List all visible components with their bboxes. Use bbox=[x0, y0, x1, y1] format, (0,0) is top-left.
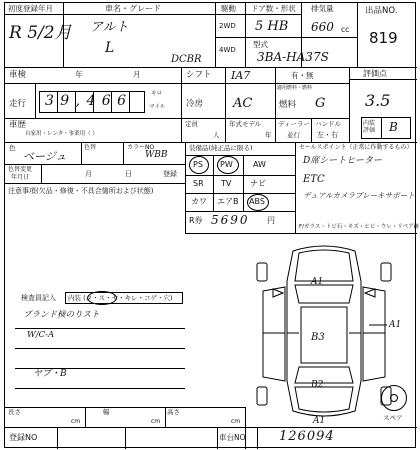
equip-pw: PW bbox=[220, 160, 233, 169]
drive-4wd: 4WD bbox=[219, 46, 236, 54]
equip-airbag: エアB bbox=[217, 197, 239, 206]
diagram-mark-a1-side: A1 bbox=[389, 320, 402, 330]
engine-unit: cc bbox=[341, 25, 350, 34]
car-diagram bbox=[249, 241, 402, 421]
equip-abs: ABS bbox=[249, 197, 265, 206]
model-year-unit: 年 bbox=[265, 131, 272, 139]
color-orig-label: 色替 bbox=[84, 144, 97, 151]
reg-no-label: 登録NO bbox=[9, 433, 38, 442]
capacity-label: 定員 bbox=[185, 120, 198, 128]
color-no-value: WBB bbox=[145, 150, 168, 160]
first-reg-value: R 5/2月 bbox=[9, 23, 72, 43]
inspector-note-2: W/C-A bbox=[27, 330, 55, 340]
color-change-day-label: 日 bbox=[125, 170, 132, 178]
capacity-unit: 人 bbox=[213, 131, 220, 139]
inspector-options: 内装 (タ・ス・ヤ・キレ・コゲ・穴) bbox=[68, 294, 173, 302]
equip-abs-circled bbox=[247, 194, 269, 211]
equip-leather: カワ bbox=[191, 197, 207, 206]
row-divider bbox=[5, 118, 349, 119]
color-label: 色 bbox=[9, 144, 16, 152]
length-unit: cm bbox=[71, 418, 81, 425]
width-unit: cm bbox=[151, 418, 161, 425]
chassis-label: 車台NO bbox=[219, 433, 246, 442]
height-label: 高さ bbox=[167, 408, 180, 416]
shift-label: シフト bbox=[186, 70, 212, 80]
row-divider bbox=[5, 183, 185, 184]
diagram-mark-b3: B3 bbox=[311, 332, 325, 343]
engine-label: 排気量 bbox=[311, 4, 334, 13]
history-label: 車歴 bbox=[9, 120, 27, 130]
type-value: 3BA-HA37S bbox=[257, 50, 329, 64]
row-divider bbox=[215, 37, 357, 38]
history-options: 自家用・レンタ・事業用（ ） bbox=[25, 131, 98, 137]
first-reg-label: 初度登録年月 bbox=[8, 4, 53, 13]
aircon-value: AC bbox=[233, 96, 253, 111]
aircon-label: 冷房 bbox=[186, 99, 204, 109]
col-divider bbox=[275, 67, 276, 83]
notes-title: 注意事項(欠品・修復・不具合箇所および状態) bbox=[8, 187, 154, 195]
col-divider bbox=[215, 3, 216, 67]
color-change-registered-label: 登録 bbox=[163, 170, 177, 178]
type-label: 型式 bbox=[253, 40, 268, 49]
doors-value: 5 HB bbox=[255, 19, 289, 34]
equip-tv: TV bbox=[221, 179, 232, 188]
row-divider bbox=[5, 407, 245, 408]
equip-ps-circled bbox=[189, 156, 209, 174]
fuel-small-label: 適用燃料・燃料 bbox=[277, 85, 313, 91]
inspector-title: 検査員記入 bbox=[21, 294, 56, 302]
inspector-note-1: ブランド検のりスト bbox=[23, 310, 100, 320]
header-divider bbox=[5, 14, 301, 15]
row-divider bbox=[5, 164, 185, 165]
col-divider bbox=[295, 142, 296, 233]
recycle-label: R券 bbox=[189, 216, 203, 225]
auction-sheet: 初度登録年月 R 5/2月 車名・グレード アルト L DCBR 駆動 2WD ・ 4WD ドア数・形状 5 HB 排気量 660 cc 型式 3BA-HA37S 出品NO. 819 車検 年 月 シフト IA7 有・無 評価点 3.5 走行 39,466 キロ マイル 冷房 AC 適用燃料・燃料 燃料 G 内装評価 B 車歴 自家用・レンタ・事業用（ ） 定員 人 年式モデル 年 ディーラー 並行 ハンドル 左・右 色 ベージュ 色替 カラーNO WBB 色替変更 年月日 月 日 登録 注意事項(欠品・修復・不具合箇所および状態) 装備品(純正品に限る) PS PW AW SR TV ナビ カワ エアB ABS R券 5690 円 セールスポイント（正常に作動するもの） D席シートヒーター ETC デュアルカメラブレーキサポート F/ガラス・トビ石・キズ・ヒビ・ウレ・リペア跡 検査員記入 内装 (タ・ス・ヤ・キレ・コゲ・穴) ブランド検のりスト W/C-A ヤブ・B A1 B3 A1 B2 A1 スペア 長さ cm 幅 cm 高さ cm 登録NO 車台NO 126094 bbox=[4, 2, 416, 448]
equip-ps: PS bbox=[193, 160, 203, 169]
col-divider bbox=[181, 67, 182, 118]
color-value: ベージュ bbox=[23, 150, 67, 163]
dealer-label: ディーラー bbox=[278, 120, 310, 128]
sales-line-2: ETC bbox=[303, 174, 325, 185]
shift-value: IA7 bbox=[231, 69, 251, 82]
row-divider bbox=[5, 67, 417, 68]
mile-unit: マイル bbox=[149, 104, 166, 110]
height-unit: cm bbox=[231, 418, 241, 425]
recycle-value: 5690 bbox=[211, 213, 250, 227]
sales-title: セールスポイント（正常に作動するもの） bbox=[299, 144, 413, 151]
color-change-month-label: 月 bbox=[85, 170, 92, 178]
handle-label: ハンドル bbox=[315, 120, 341, 128]
interior-value: B bbox=[389, 120, 398, 134]
width-label: 幅 bbox=[103, 408, 110, 416]
drive-2wd: 2WD bbox=[219, 22, 236, 30]
sales-line-3: デュアルカメラブレーキサポート bbox=[303, 191, 415, 200]
model-year-label: 年式モデル bbox=[229, 120, 262, 128]
col-divider bbox=[275, 83, 276, 118]
drive-label: 駆動 bbox=[221, 4, 236, 13]
inspector-option-circled bbox=[87, 291, 117, 305]
col-divider bbox=[35, 83, 36, 118]
col-divider bbox=[357, 3, 358, 67]
dealer-option: 並行 bbox=[287, 131, 300, 139]
handle-options: 左・右 bbox=[317, 131, 338, 139]
row-divider bbox=[5, 427, 417, 428]
equip-aw: AW bbox=[253, 160, 266, 169]
row-divider bbox=[185, 233, 417, 234]
lot-label: 出品NO. bbox=[365, 6, 398, 16]
model-code-value: DCBR bbox=[171, 54, 202, 65]
inspection-label: 車検 bbox=[9, 70, 27, 80]
doors-label: ドア数・形状 bbox=[251, 4, 296, 13]
diagram-mark-a1-bottom: A1 bbox=[313, 416, 326, 426]
name-label: 車名・グレード bbox=[105, 4, 161, 13]
equip-sr: SR bbox=[193, 179, 204, 188]
fuel-label: 燃料 bbox=[279, 100, 297, 110]
mileage-label: 走行 bbox=[9, 99, 27, 109]
col-divider bbox=[225, 67, 226, 118]
score-label: 評価点 bbox=[363, 69, 387, 78]
color-no-label: カラーNO bbox=[127, 144, 155, 151]
diagram-mark-a1-top: A1 bbox=[311, 277, 324, 287]
airbag-option: 有・無 bbox=[291, 71, 314, 80]
inspection-year-label: 年 bbox=[75, 70, 83, 79]
spare-label: スペア bbox=[383, 414, 403, 422]
interior-label: 内装評価 bbox=[363, 120, 376, 135]
car-name-value: アルト bbox=[90, 20, 129, 35]
km-unit: キロ bbox=[151, 91, 163, 97]
glass-label: F/ガラス・トビ石・キズ・ヒビ・ウレ・リペア跡 bbox=[299, 224, 420, 230]
mileage-value: 39,466 bbox=[45, 93, 133, 109]
diagram-mark-b2: B2 bbox=[311, 380, 324, 390]
inspector-note-3: ヤブ・B bbox=[33, 369, 67, 379]
engine-value: 660 bbox=[311, 20, 334, 34]
equip-pw-circled bbox=[217, 156, 239, 174]
sales-line-1: D席シートヒーター bbox=[303, 156, 382, 166]
score-value: 3.5 bbox=[365, 91, 391, 110]
chassis-value: 126094 bbox=[279, 429, 335, 444]
inspection-month-label: 月 bbox=[133, 70, 141, 79]
row-divider bbox=[5, 83, 349, 84]
equip-navi: ナビ bbox=[250, 179, 266, 188]
grade-value: L bbox=[105, 40, 115, 56]
equipment-title: 装備品(純正品に限る) bbox=[189, 144, 253, 152]
row-divider bbox=[5, 142, 417, 143]
fuel-value: G bbox=[315, 96, 326, 111]
color-change-label: 色替変更 bbox=[8, 166, 33, 173]
lot-number: 819 bbox=[369, 29, 398, 47]
color-change-date-label: 年月日 bbox=[11, 174, 30, 181]
recycle-unit: 円 bbox=[267, 216, 275, 225]
row-divider bbox=[349, 79, 417, 80]
length-label: 長さ bbox=[8, 408, 21, 416]
col-divider bbox=[245, 3, 246, 67]
